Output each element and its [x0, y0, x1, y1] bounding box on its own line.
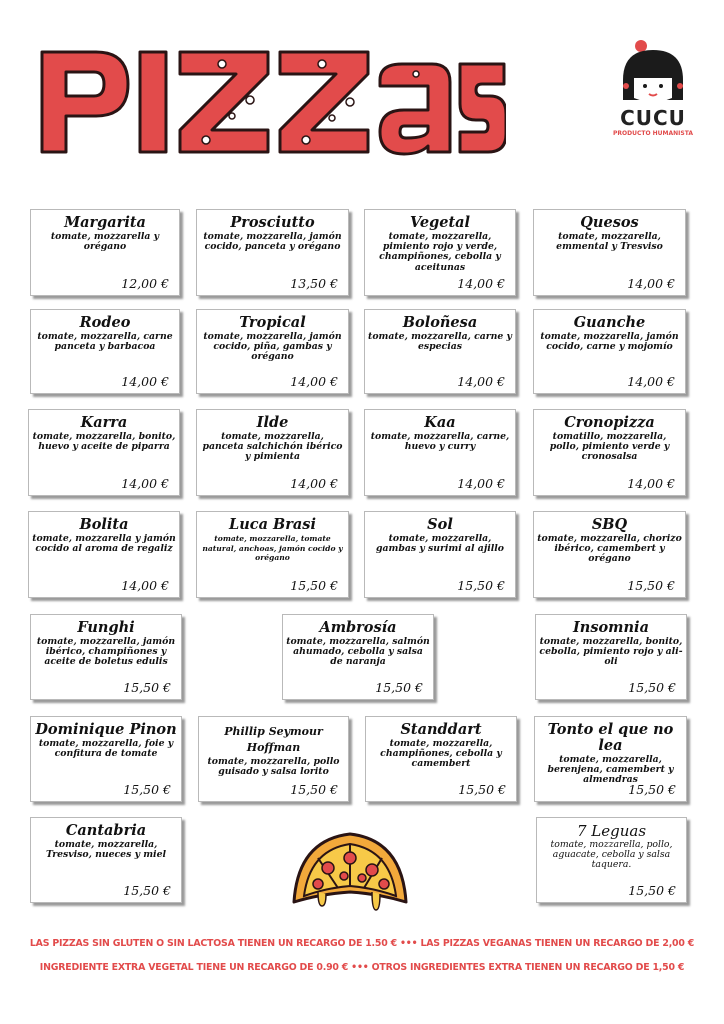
pizza-ingredients: tomate, mozzarella, pimiento rojo y verde, champiñones, cebolla y aceitunas: [379, 231, 501, 273]
pizza-price: 12,00 €: [121, 276, 169, 291]
pizza-ingredients: tomate, mozzarella, carne panceta y barbacoa: [37, 331, 173, 353]
pizza-ingredients: tomate, mozzarella, foie y confitura de tomate: [38, 738, 174, 760]
pizza-card: [196, 209, 349, 296]
pizza-ingredients: tomate, mozzarella, salmón ahumado, cebolla y salsa de naranja: [286, 636, 430, 668]
pizza-card: [30, 614, 182, 700]
pizza-ingredients: tomate, mozzarella, pollo, aguacate, cebolla y salsa taquera.: [550, 839, 673, 871]
pizza-card: [28, 409, 180, 496]
pizza-card: [533, 409, 686, 496]
pizza-ingredients: tomate, mozzarella, bonito, cebolla, pimiento rojo y ali-oli: [539, 636, 683, 668]
pizza-price: 15,50 €: [375, 680, 423, 695]
pizza-price: 14,00 €: [627, 476, 675, 491]
pizza-name: Cronopizza: [564, 414, 655, 431]
pizza-name: Rodeo: [79, 314, 131, 331]
pizza-price: 14,00 €: [121, 476, 169, 491]
pizza-card: [365, 716, 517, 802]
pizza-name: Kaa: [424, 414, 456, 431]
pizza-price: 14,00 €: [121, 374, 169, 389]
pizza-ingredients: tomate, mozzarella, bonito, huevo y aceite de piparra: [32, 431, 176, 453]
pizza-price: 15,50 €: [628, 782, 676, 797]
pizza-card: [533, 309, 686, 394]
pizza-ingredients: tomate, mozzarella, jamón cocido, panceta y orégano: [203, 231, 342, 253]
pizza-card: [30, 309, 180, 394]
pizza-ingredients: tomate, mozzarella y orégano: [50, 231, 160, 253]
pizza-card: [534, 716, 687, 802]
pizza-name: Tropical: [239, 314, 306, 331]
pizza-card: [30, 817, 182, 903]
pizza-ingredients: tomate, mozzarella, jamón cocido, piña, gambas y orégano: [203, 331, 342, 363]
page-title: [36, 40, 506, 160]
pizza-ingredients: tomate, mozzarella, berenjena, camembert y almendras: [547, 754, 674, 786]
pizza-price: 15,50 €: [290, 782, 338, 797]
pizza-card: [198, 716, 349, 802]
pizza-card: [364, 511, 516, 598]
pizza-name: Cantabria: [65, 822, 147, 839]
logo-tagline: PRODUCTO HUMANISTA: [612, 130, 693, 137]
pizza-name: Dominique Pinon: [35, 721, 177, 738]
pizza-name: Quesos: [580, 214, 639, 231]
pizza-card: [196, 409, 349, 496]
pizza-name: 7 Leguas: [576, 822, 647, 840]
pizza-price: 14,00 €: [457, 374, 505, 389]
pizza-ingredients: tomate, mozzarella, jamón cocido, carne y mojomío: [540, 331, 679, 353]
pizza-price: 15,50 €: [290, 578, 338, 593]
surcharge-note-1: LAS PIZZAS SIN GLUTEN O SIN LACTOSA TIENEN UN RECARGO DE 1.50 € ••• LAS PIZZAS VEGANAS TIENEN UN RECARGO DE 2,00 €: [29, 938, 695, 949]
pizza-name: Sol: [427, 516, 453, 533]
pizza-name: Luca Brasi: [229, 516, 316, 533]
pizza-price: 14,00 €: [290, 476, 338, 491]
pizza-name: Insomnia: [573, 619, 649, 636]
pizza-card: [536, 817, 687, 903]
pizza-card: [364, 209, 516, 296]
pizza-price: 14,00 €: [290, 374, 338, 389]
pizza-name: Ilde: [256, 414, 289, 431]
pizza-ingredients: tomate, mozzarella, emmental y Tresviso: [556, 231, 663, 253]
pizza-card: [282, 614, 434, 700]
pizza-ingredients: tomate, mozzarella, Tresviso, nueces y miel: [45, 839, 167, 861]
pizza-illustration: [288, 826, 412, 918]
pizza-card: [28, 511, 180, 598]
pizza-card: [364, 309, 516, 394]
pizza-ingredients: tomate, mozzarella, chorizo ibérico, camembert y orégano: [537, 533, 682, 565]
pizza-price: 14,00 €: [457, 276, 505, 291]
pizza-name: Funghi: [77, 619, 135, 636]
pizza-name: Prosciutto: [230, 214, 315, 231]
pizza-ingredients: tomate, mozzarella, carne y especias: [368, 331, 512, 353]
pizza-price: 15,50 €: [628, 883, 676, 898]
logo-wordmark: CUCU: [620, 106, 686, 130]
pizza-price: 15,50 €: [627, 578, 675, 593]
pizza-price: 15,50 €: [628, 680, 676, 695]
pizza-ingredients: tomate, mozzarella, panceta salchichón ibérico y pimienta: [202, 431, 343, 463]
pizza-ingredients: tomate, mozzarella, gambas y surimi al ajillo: [375, 533, 504, 555]
pizza-price: 15,50 €: [123, 680, 171, 695]
pizza-name: Ambrosía: [319, 619, 397, 636]
title-lettering: [36, 40, 506, 160]
girl-face-icon: [608, 38, 698, 108]
pizza-ingredients: tomate, mozzarella, jamón ibérico, champiñones y aceite de boletus edulis: [36, 636, 176, 668]
pizza-price: 15,50 €: [457, 578, 505, 593]
pizza-name: Standdart: [400, 721, 482, 738]
pizza-name: Vegetal: [409, 214, 471, 231]
pizza-card: [30, 209, 180, 296]
pizza-ingredients: tomate, mozzarella, tomate natural, anchoas, jamón cocido y orégano: [202, 534, 343, 562]
pizza-price: 14,00 €: [627, 374, 675, 389]
pizza-name: Margarita: [64, 214, 146, 231]
pizza-price: 14,00 €: [121, 578, 169, 593]
pizza-name: Karra: [80, 414, 128, 431]
brand-logo: [608, 38, 698, 138]
pizza-price: 13,50 €: [290, 276, 338, 291]
pizza-price: 15,50 €: [123, 782, 171, 797]
pizza-ingredients: tomatillo, mozzarella, pollo, pimiento verde y cronosalsa: [549, 431, 670, 463]
pizza-card: [364, 409, 516, 496]
pizza-ingredients: tomate, mozzarella y jamón cocido al aroma de regaliz: [32, 533, 176, 555]
pizza-card: [533, 209, 686, 296]
pizza-name: Boloñesa: [402, 314, 478, 331]
pizza-card: [196, 511, 349, 598]
pizza-name: Bolita: [79, 516, 129, 533]
pizza-price: 14,00 €: [457, 476, 505, 491]
pizza-name: Tonto el que no lea: [547, 721, 674, 754]
pizza-card: [535, 614, 687, 700]
pizza-name: Guanche: [573, 314, 646, 331]
pizza-ingredients: tomate, mozzarella, pollo guisado y salsa lorito: [207, 756, 340, 778]
surcharge-note-2: INGREDIENTE EXTRA VEGETAL TIENE UN RECARGO DE 0.90 € ••• OTROS INGREDIENTES EXTRA TIENEN UN RECARGO DE 1,50 €: [39, 962, 685, 973]
pizza-ingredients: tomate, mozzarella, champiñones, cebolla y camembert: [380, 738, 502, 770]
pizza-card: [30, 716, 182, 802]
pizza-ingredients: tomate, mozzarella, carne, huevo y curry: [370, 431, 510, 453]
pizza-name: Phillip Seymour Hoffman: [224, 725, 323, 754]
pizza-price: 15,50 €: [123, 883, 171, 898]
pizza-card: [196, 309, 349, 394]
pizza-price: 15,50 €: [458, 782, 506, 797]
pizza-icon: [288, 826, 412, 918]
pizza-card: [533, 511, 686, 598]
pizza-name: SBQ: [591, 516, 628, 533]
pizza-price: 14,00 €: [627, 276, 675, 291]
